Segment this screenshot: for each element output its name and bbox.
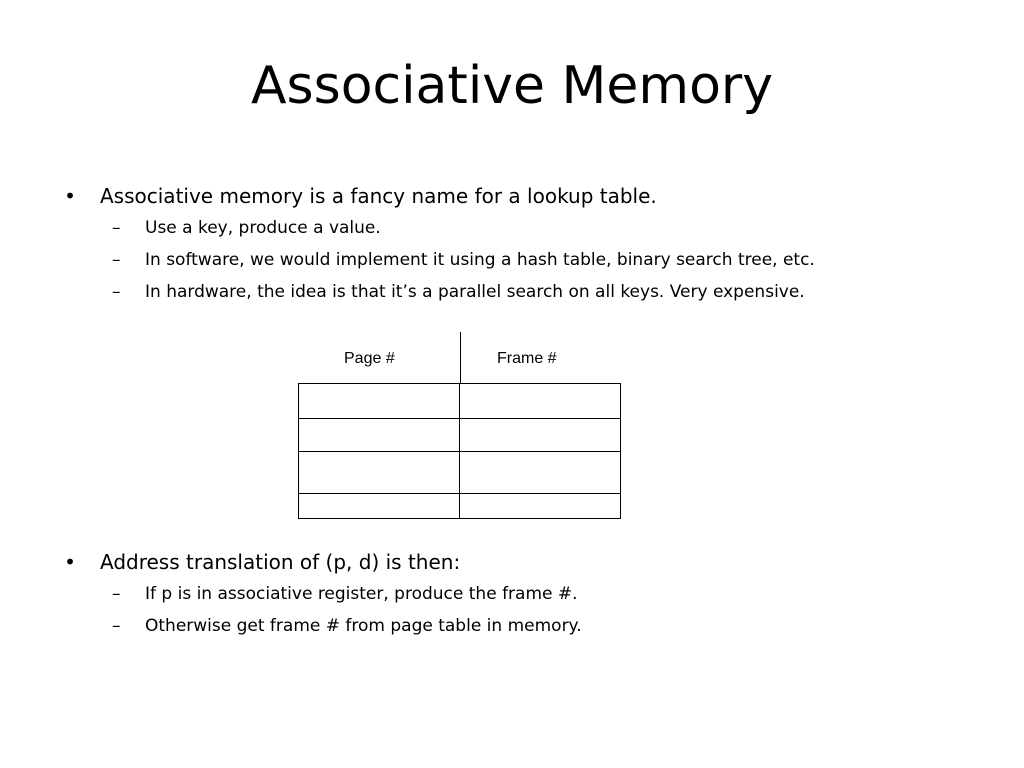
dash-marker: – (112, 584, 121, 604)
sub-bullet-text: In hardware, the idea is that it’s a parallel search on all keys. Very expensive. (145, 282, 805, 302)
bullet-item (60, 180, 1000, 212)
page-number-header: Page # (344, 350, 395, 367)
frame-cell (460, 452, 621, 494)
column-divider (460, 332, 461, 384)
bullet-item (60, 546, 1000, 578)
dash-marker: – (112, 616, 121, 636)
sub-bullet-text: If p is in associative register, produce the frame #. (145, 584, 578, 604)
dash-marker: – (112, 250, 121, 270)
page-cell (299, 494, 460, 519)
frame-number-header: Frame # (497, 350, 557, 367)
table-row (299, 384, 621, 419)
page-cell (299, 384, 460, 419)
table-row (299, 494, 621, 519)
sub-bullet-item (60, 276, 1000, 308)
sub-bullet-text: Otherwise get frame # from page table in memory. (145, 616, 582, 636)
table-row (299, 452, 621, 494)
dash-marker: – (112, 218, 121, 238)
sub-bullet-item (60, 578, 1000, 610)
dash-marker: – (112, 282, 121, 302)
lookup-table (298, 383, 621, 519)
frame-cell (460, 384, 621, 419)
lookup-table-diagram (298, 332, 624, 522)
page-cell (299, 419, 460, 452)
bullet-text: Associative memory is a fancy name for a lookup table. (100, 184, 657, 208)
bullet-list-bottom (60, 546, 1000, 642)
sub-bullet-item (60, 244, 1000, 276)
slide-title: Associative Memory (250, 56, 774, 116)
bullet-marker: • (64, 550, 76, 574)
page-cell (299, 452, 460, 494)
bullet-list-top (60, 180, 1000, 308)
frame-cell (460, 494, 621, 519)
sub-bullet-item (60, 212, 1000, 244)
sub-bullet-item (60, 610, 1000, 642)
frame-cell (460, 419, 621, 452)
sub-bullet-text: Use a key, produce a value. (145, 218, 381, 238)
bullet-marker: • (64, 184, 76, 208)
bullet-text: Address translation of (p, d) is then: (100, 550, 461, 574)
sub-bullet-text: In software, we would implement it using a hash table, binary search tree, etc. (145, 250, 815, 270)
table-row (299, 419, 621, 452)
